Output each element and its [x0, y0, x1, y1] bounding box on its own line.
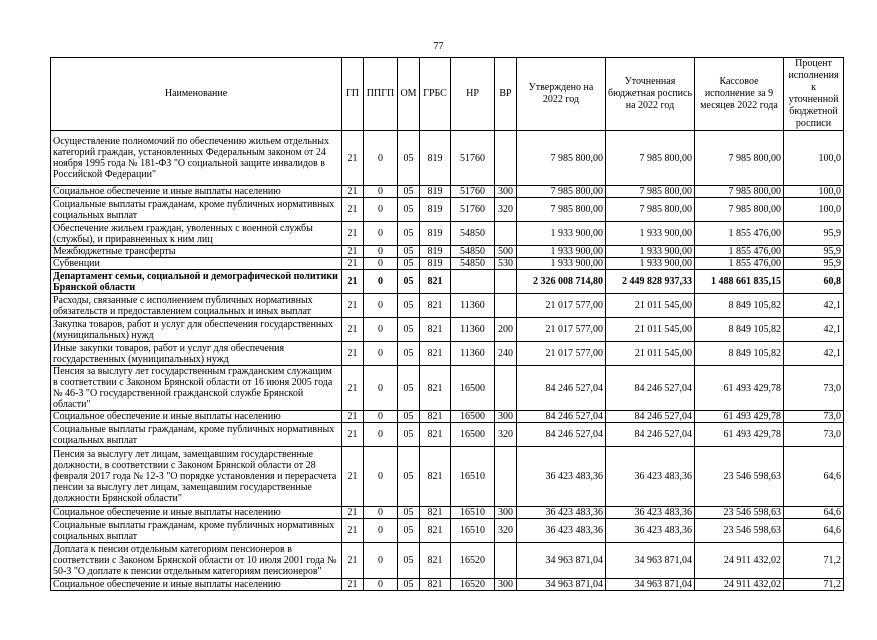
cell-specified: 36 423 483,36 [606, 519, 695, 543]
cell-ppgp: 0 [364, 543, 398, 579]
cell-vr [495, 447, 517, 507]
cell-grbs: 821 [420, 342, 451, 366]
header-ppgp: ППГП [364, 58, 398, 131]
header-approved: Утверждено на 2022 год [517, 58, 606, 131]
cell-cash: 23 546 598,63 [695, 507, 784, 519]
table-row [51, 258, 844, 270]
cell-name: Обеспечение жильем граждан, уволенных с военной службы (службы), и приравненных к ним лиц [51, 222, 342, 246]
cell-specified: 84 246 527,04 [606, 411, 695, 423]
cell-grbs: 821 [420, 447, 451, 507]
cell-vr: 200 [495, 318, 517, 342]
cell-grbs: 819 [420, 186, 451, 198]
cell-om: 05 [398, 258, 420, 270]
cell-ppgp: 0 [364, 131, 398, 186]
cell-np: 16510 [451, 507, 495, 519]
cell-name: Социальное обеспечение и иные выплаты населению [51, 579, 342, 591]
cell-approved: 1 933 900,00 [517, 258, 606, 270]
cell-cash: 7 985 800,00 [695, 131, 784, 186]
cell-vr [495, 270, 517, 294]
cell-np: 16500 [451, 366, 495, 411]
cell-gp: 21 [342, 186, 364, 198]
table-row [51, 198, 844, 222]
cell-percent: 64,6 [784, 507, 844, 519]
cell-cash: 24 911 432,02 [695, 579, 784, 591]
cell-vr: 240 [495, 342, 517, 366]
cell-approved: 84 246 527,04 [517, 423, 606, 447]
cell-gp: 21 [342, 507, 364, 519]
table-row [51, 342, 844, 366]
table-row [51, 423, 844, 447]
cell-om: 05 [398, 519, 420, 543]
cell-cash: 1 855 476,00 [695, 222, 784, 246]
cell-approved: 34 963 871,04 [517, 543, 606, 579]
cell-specified: 1 933 900,00 [606, 246, 695, 258]
cell-percent: 100,0 [784, 198, 844, 222]
cell-om: 05 [398, 222, 420, 246]
cell-specified: 21 011 545,00 [606, 294, 695, 318]
table-row [51, 294, 844, 318]
cell-ppgp: 0 [364, 366, 398, 411]
cell-np: 51760 [451, 198, 495, 222]
cell-specified: 36 423 483,36 [606, 447, 695, 507]
cell-specified: 34 963 871,04 [606, 579, 695, 591]
header-name: Наименование [51, 58, 342, 131]
cell-ppgp: 0 [364, 222, 398, 246]
cell-np: 16500 [451, 423, 495, 447]
cell-grbs: 819 [420, 222, 451, 246]
cell-gp: 21 [342, 579, 364, 591]
cell-specified: 34 963 871,04 [606, 543, 695, 579]
cell-cash: 8 849 105,82 [695, 318, 784, 342]
cell-approved: 7 985 800,00 [517, 131, 606, 186]
cell-approved: 21 017 577,00 [517, 318, 606, 342]
cell-name: Департамент семьи, социальной и демографической политики Брянской области [51, 270, 342, 294]
cell-vr: 300 [495, 411, 517, 423]
cell-grbs: 821 [420, 270, 451, 294]
table-row [51, 246, 844, 258]
cell-percent: 95,9 [784, 258, 844, 270]
cell-name: Осуществление полномочий по обеспечению жильем отдельных категорий граждан, установленных Федеральным законом от 24 ноября 1995 года № 181-ФЗ "О социальной защите инвалидов в Российской Федерации" [51, 131, 342, 186]
cell-vr: 320 [495, 519, 517, 543]
cell-gp: 21 [342, 318, 364, 342]
cell-np: 54850 [451, 258, 495, 270]
cell-gp: 21 [342, 294, 364, 318]
header-percent: Процент исполнения к уточненной бюджетной росписи [784, 58, 844, 131]
cell-om: 05 [398, 318, 420, 342]
cell-gp: 21 [342, 342, 364, 366]
cell-cash: 1 488 661 835,15 [695, 270, 784, 294]
cell-gp: 21 [342, 366, 364, 411]
cell-gp: 21 [342, 270, 364, 294]
header-grbs: ГРБС [420, 58, 451, 131]
budget-table [50, 57, 844, 591]
cell-ppgp: 0 [364, 507, 398, 519]
cell-np: 16510 [451, 519, 495, 543]
cell-om: 05 [398, 366, 420, 411]
cell-name: Пенсия за выслугу лет лицам, замещавшим государственные должности, в соответствии с Законом Брянской области от 28 февраля 2017 года № 12-З "О порядке установления и перерасчета пенсии за выслугу лет лицам, замещавшим государственные должности Брянской области" [51, 447, 342, 507]
cell-grbs: 821 [420, 366, 451, 411]
cell-cash: 1 855 476,00 [695, 258, 784, 270]
table-row [51, 318, 844, 342]
cell-ppgp: 0 [364, 318, 398, 342]
cell-grbs: 819 [420, 131, 451, 186]
cell-cash: 61 493 429,78 [695, 366, 784, 411]
table-row [51, 579, 844, 591]
header-np: НР [451, 58, 495, 131]
cell-percent: 100,0 [784, 131, 844, 186]
cell-specified: 1 933 900,00 [606, 258, 695, 270]
table-row [51, 131, 844, 186]
table-row [51, 519, 844, 543]
cell-vr: 300 [495, 186, 517, 198]
cell-om: 05 [398, 246, 420, 258]
table-body [51, 131, 844, 591]
cell-percent: 42,1 [784, 294, 844, 318]
cell-percent: 71,2 [784, 543, 844, 579]
cell-name: Социальное обеспечение и иные выплаты населению [51, 507, 342, 519]
cell-vr [495, 543, 517, 579]
cell-ppgp: 0 [364, 270, 398, 294]
cell-ppgp: 0 [364, 294, 398, 318]
cell-om: 05 [398, 579, 420, 591]
cell-grbs: 819 [420, 198, 451, 222]
cell-np: 16510 [451, 447, 495, 507]
cell-np: 16520 [451, 543, 495, 579]
cell-vr [495, 131, 517, 186]
cell-vr [495, 366, 517, 411]
cell-om: 05 [398, 270, 420, 294]
cell-gp: 21 [342, 543, 364, 579]
cell-specified: 2 449 828 937,33 [606, 270, 695, 294]
cell-grbs: 821 [420, 579, 451, 591]
cell-ppgp: 0 [364, 246, 398, 258]
cell-cash: 61 493 429,78 [695, 411, 784, 423]
cell-om: 05 [398, 342, 420, 366]
cell-om: 05 [398, 411, 420, 423]
cell-vr: 320 [495, 423, 517, 447]
cell-grbs: 821 [420, 294, 451, 318]
cell-np: 51760 [451, 131, 495, 186]
header-vr: ВР [495, 58, 517, 131]
cell-om: 05 [398, 543, 420, 579]
cell-approved: 84 246 527,04 [517, 366, 606, 411]
cell-np: 16520 [451, 579, 495, 591]
table-row [51, 507, 844, 519]
cell-om: 05 [398, 186, 420, 198]
cell-om: 05 [398, 294, 420, 318]
cell-grbs: 821 [420, 318, 451, 342]
cell-gp: 21 [342, 198, 364, 222]
cell-specified: 21 011 545,00 [606, 318, 695, 342]
cell-grbs: 821 [420, 423, 451, 447]
cell-percent: 71,2 [784, 579, 844, 591]
cell-om: 05 [398, 131, 420, 186]
cell-np [451, 270, 495, 294]
table-row [51, 366, 844, 411]
cell-percent: 60,8 [784, 270, 844, 294]
cell-approved: 36 423 483,36 [517, 447, 606, 507]
cell-ppgp: 0 [364, 186, 398, 198]
cell-approved: 34 963 871,04 [517, 579, 606, 591]
cell-approved: 7 985 800,00 [517, 198, 606, 222]
cell-name: Расходы, связанные с исполнением публичных нормативных обязательств и предоставлением социальных и иных выплат [51, 294, 342, 318]
cell-name: Социальное обеспечение и иные выплаты населению [51, 186, 342, 198]
cell-approved: 2 326 008 714,80 [517, 270, 606, 294]
table-row [51, 447, 844, 507]
cell-grbs: 821 [420, 411, 451, 423]
cell-vr: 320 [495, 198, 517, 222]
cell-np: 16500 [451, 411, 495, 423]
cell-name: Закупка товаров, работ и услуг для обеспечения государственных (муниципальных) нужд [51, 318, 342, 342]
cell-name: Доплата к пенсии отдельным категориям пенсионеров в соответствии с Законом Брянской области от 10 июля 2001 года № 50-З "О доплате к пенсии отдельным категориям пенсионеров" [51, 543, 342, 579]
cell-ppgp: 0 [364, 342, 398, 366]
table-row [51, 186, 844, 198]
cell-name: Межбюджетные трансферты [51, 246, 342, 258]
cell-approved: 7 985 800,00 [517, 186, 606, 198]
cell-percent: 73,0 [784, 411, 844, 423]
cell-approved: 36 423 483,36 [517, 507, 606, 519]
cell-approved: 1 933 900,00 [517, 246, 606, 258]
cell-om: 05 [398, 423, 420, 447]
cell-ppgp: 0 [364, 579, 398, 591]
cell-approved: 84 246 527,04 [517, 411, 606, 423]
cell-np: 54850 [451, 222, 495, 246]
cell-gp: 21 [342, 131, 364, 186]
cell-np: 11360 [451, 294, 495, 318]
cell-specified: 36 423 483,36 [606, 507, 695, 519]
table-row [51, 543, 844, 579]
cell-grbs: 821 [420, 543, 451, 579]
cell-ppgp: 0 [364, 198, 398, 222]
cell-percent: 95,9 [784, 246, 844, 258]
cell-name: Социальные выплаты гражданам, кроме публичных нормативных социальных выплат [51, 198, 342, 222]
cell-gp: 21 [342, 411, 364, 423]
cell-specified: 7 985 800,00 [606, 131, 695, 186]
cell-gp: 21 [342, 246, 364, 258]
cell-approved: 21 017 577,00 [517, 342, 606, 366]
cell-specified: 84 246 527,04 [606, 366, 695, 411]
cell-grbs: 821 [420, 519, 451, 543]
cell-percent: 100,0 [784, 186, 844, 198]
cell-approved: 36 423 483,36 [517, 519, 606, 543]
header-om: ОМ [398, 58, 420, 131]
cell-ppgp: 0 [364, 447, 398, 507]
cell-vr [495, 294, 517, 318]
table-header-row [51, 58, 844, 131]
cell-om: 05 [398, 198, 420, 222]
cell-cash: 7 985 800,00 [695, 186, 784, 198]
cell-cash: 7 985 800,00 [695, 198, 784, 222]
cell-cash: 61 493 429,78 [695, 423, 784, 447]
cell-approved: 21 017 577,00 [517, 294, 606, 318]
header-specified: Уточненная бюджетная роспись на 2022 год [606, 58, 695, 131]
cell-specified: 7 985 800,00 [606, 198, 695, 222]
cell-np: 11360 [451, 342, 495, 366]
cell-percent: 73,0 [784, 366, 844, 411]
cell-specified: 21 011 545,00 [606, 342, 695, 366]
cell-percent: 42,1 [784, 318, 844, 342]
cell-name: Иные закупки товаров, работ и услуг для обеспечения государственных (муниципальных) нужд [51, 342, 342, 366]
cell-percent: 64,6 [784, 447, 844, 507]
cell-cash: 8 849 105,82 [695, 342, 784, 366]
cell-gp: 21 [342, 258, 364, 270]
cell-om: 05 [398, 447, 420, 507]
cell-np: 54850 [451, 246, 495, 258]
cell-np: 51760 [451, 186, 495, 198]
cell-cash: 8 849 105,82 [695, 294, 784, 318]
cell-ppgp: 0 [364, 423, 398, 447]
cell-name: Социальное обеспечение и иные выплаты населению [51, 411, 342, 423]
cell-cash: 23 546 598,63 [695, 447, 784, 507]
header-gp: ГП [342, 58, 364, 131]
table-row [51, 411, 844, 423]
cell-grbs: 821 [420, 507, 451, 519]
cell-gp: 21 [342, 519, 364, 543]
cell-vr: 500 [495, 246, 517, 258]
table-row [51, 222, 844, 246]
cell-percent: 73,0 [784, 423, 844, 447]
cell-cash: 1 855 476,00 [695, 246, 784, 258]
cell-vr: 300 [495, 579, 517, 591]
table-row [51, 270, 844, 294]
cell-grbs: 819 [420, 258, 451, 270]
cell-percent: 64,6 [784, 519, 844, 543]
cell-name: Социальные выплаты гражданам, кроме публичных нормативных социальных выплат [51, 423, 342, 447]
cell-name: Субвенции [51, 258, 342, 270]
cell-ppgp: 0 [364, 258, 398, 270]
cell-np: 11360 [451, 318, 495, 342]
header-cash: Кассовое исполнение за 9 месяцев 2022 года [695, 58, 784, 131]
cell-specified: 7 985 800,00 [606, 186, 695, 198]
cell-ppgp: 0 [364, 519, 398, 543]
cell-specified: 1 933 900,00 [606, 222, 695, 246]
page-number: 77 [433, 41, 444, 52]
cell-percent: 95,9 [784, 222, 844, 246]
cell-gp: 21 [342, 423, 364, 447]
cell-cash: 23 546 598,63 [695, 519, 784, 543]
cell-gp: 21 [342, 447, 364, 507]
cell-name: Пенсия за выслугу лет государственным гражданским служащим в соответствии с Законом Брянской области от 16 июня 2005 года № 46-З "О государственной гражданской службе Брянской области" [51, 366, 342, 411]
cell-gp: 21 [342, 222, 364, 246]
cell-vr: 530 [495, 258, 517, 270]
cell-vr [495, 222, 517, 246]
cell-vr: 300 [495, 507, 517, 519]
cell-ppgp: 0 [364, 411, 398, 423]
cell-name: Социальные выплаты гражданам, кроме публичных нормативных социальных выплат [51, 519, 342, 543]
cell-om: 05 [398, 507, 420, 519]
cell-specified: 84 246 527,04 [606, 423, 695, 447]
cell-grbs: 819 [420, 246, 451, 258]
cell-percent: 42,1 [784, 342, 844, 366]
cell-cash: 24 911 432,02 [695, 543, 784, 579]
cell-approved: 1 933 900,00 [517, 222, 606, 246]
